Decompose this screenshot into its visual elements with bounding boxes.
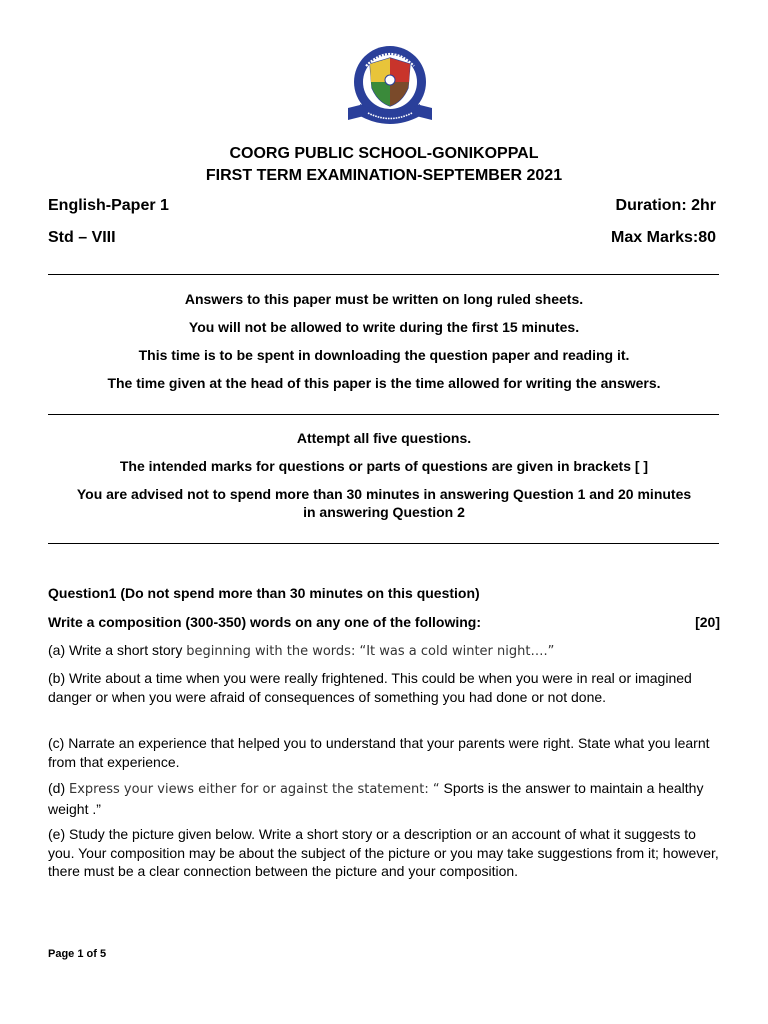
paper-name: English-Paper 1 [48,197,169,214]
question-instruction: Write a composition (300-350) words on any one of the following: [48,614,482,630]
option-c: (c) Narrate an experience that helped you to understand that your parents were right. State what you learnt from that experience. [48,735,710,770]
attempt-note: Attempt all five questions. [296,430,472,446]
school-logo [344,42,436,130]
instruction-line: You will not be allowed to write during the first 15 minutes. [188,319,580,335]
divider [48,543,719,544]
school-name: COORG PUBLIC SCHOOL-GONIKOPPAL [229,145,539,162]
option-d [48,779,720,818]
question-heading: Question1 (Do not spend more than 30 minutes on this question) [48,585,480,601]
page-number: Page 1 of 5 [48,948,107,960]
instruction-line: The time given at the head of this paper is the time allowed for writing the answers. [107,375,661,391]
option-a-prompt: beginning with the words: “It was a cold winter night….” [186,644,555,659]
divider [48,274,719,275]
instruction-line: This time is to be spent in downloading the question paper and reading it. [138,347,630,363]
time-advice: You are advised not to spend more than 30 minutes in answering Question 1 and 20 minutes in answering Question 2 [76,486,692,520]
question-marks: [20] [695,614,720,630]
option-b: (b) Write about a time when you were really frightened. This could be when you were in real or imagined danger or when you were afraid of consequences of something you had done or not done. [48,670,692,705]
divider [48,414,719,415]
option-d-lead: (d) [48,780,69,796]
option-d-statement: Sports is the answer to maintain a healthy weight .” [48,780,704,817]
option-a-lead: (a) Write a short story [48,642,187,658]
marks-note: The intended marks for questions or parts of questions are given in brackets [ ] [119,458,649,474]
school-crest-icon [344,42,436,130]
standard: Std – VIII [48,229,116,246]
option-d-prompt: Express your views either for or against the statement: “ [69,782,440,797]
option-a [48,641,720,662]
max-marks: Max Marks:80 [611,229,716,246]
instruction-line: Answers to this paper must be written on long ruled sheets. [184,291,584,307]
option-e: (e) Study the picture given below. Write a short story or a description or an account of what it suggests to you. Your composition may be about the subject of the picture or you may take suggestions from it; however, there must be a clear connection between the picture and your composition. [48,826,719,879]
duration: Duration: 2hr [615,197,716,214]
exam-title: FIRST TERM EXAMINATION-SEPTEMBER 2021 [205,167,563,184]
